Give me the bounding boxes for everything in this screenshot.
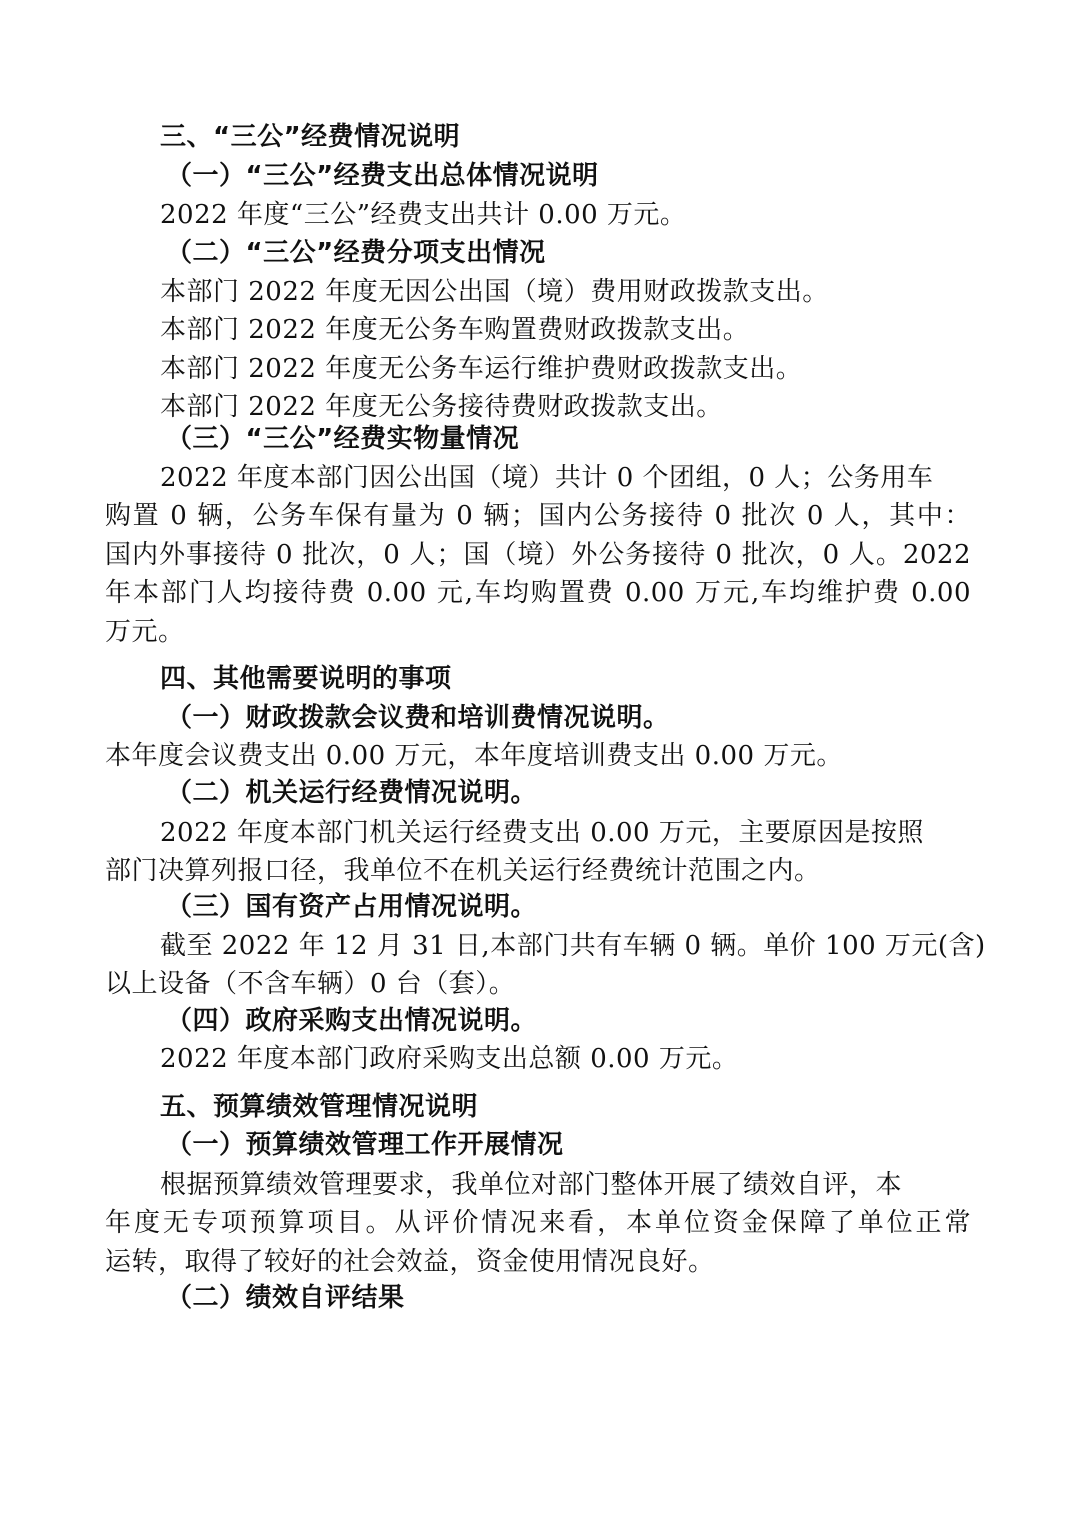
section-3-2-title: （二）“三公”经费分项支出情况	[166, 238, 546, 268]
section-3-3-line: 年本部门人均接待费 0.00 元,车均购置费 0.00 万元,车均维护费 0.00	[105, 578, 971, 608]
section-4-4-title: （四）政府采购支出情况说明。	[166, 1006, 538, 1036]
section-4-2-title: （二）机关运行经费情况说明。	[166, 778, 538, 808]
section-3-3-line: 购置 0 辆，公务车保有量为 0 辆；国内公务接待 0 批次 0 人，其中：	[105, 501, 971, 531]
section-3-3-line: 国内外事接待 0 批次，0 人；国（境）外公务接待 0 批次，0 人。2022	[105, 540, 971, 570]
section-3-3-title: （三）“三公”经费实物量情况	[166, 424, 520, 454]
section-4-1-text: 本年度会议费支出 0.00 万元，本年度培训费支出 0.00 万元。	[105, 741, 843, 771]
section-3-3-line: 2022 年度本部门因公出国（境）共计 0 个团组，0 人；公务用车	[160, 463, 934, 493]
section-3-3-line: 万元。	[105, 617, 185, 647]
section-4-4-text: 2022 年度本部门政府采购支出总额 0.00 万元。	[160, 1044, 739, 1074]
section-5-1-line: 年度无专项预算项目。从评价情况来看，本单位资金保障了单位正常	[105, 1208, 971, 1238]
section-4-3-line: 以上设备（不含车辆）0 台（套）。	[105, 969, 516, 999]
section-4-3-title: （三）国有资产占用情况说明。	[166, 892, 538, 922]
section-4-1-title: （一）财政拨款会议费和培训费情况说明。	[166, 703, 670, 733]
section-5-2-title: （二）绩效自评结果	[166, 1283, 405, 1313]
section-4-title: 四、其他需要说明的事项	[160, 664, 452, 694]
section-3-title: 三、“三公”经费情况说明	[160, 122, 461, 152]
section-5-title: 五、预算绩效管理情况说明	[160, 1092, 479, 1122]
section-5-1-title: （一）预算绩效管理工作开展情况	[166, 1130, 564, 1160]
section-3-2-line: 本部门 2022 年度无因公出国（境）费用财政拨款支出。	[160, 277, 829, 307]
section-4-2-line: 部门决算列报口径，我单位不在机关运行经费统计范围之内。	[105, 856, 821, 886]
section-5-1-line: 运转，取得了较好的社会效益，资金使用情况良好。	[105, 1247, 715, 1277]
section-5-1-line: 根据预算绩效管理要求，我单位对部门整体开展了绩效自评，本	[160, 1170, 903, 1200]
section-3-2-line: 本部门 2022 年度无公务车运行维护费财政拨款支出。	[160, 354, 803, 384]
section-3-2-line: 本部门 2022 年度无公务车购置费财政拨款支出。	[160, 315, 750, 345]
section-3-1-title: （一）“三公”经费支出总体情况说明	[166, 161, 599, 191]
section-3-1-text: 2022 年度“三公”经费支出共计 0.00 万元。	[160, 200, 687, 230]
section-4-3-line: 截至 2022 年 12 月 31 日,本部门共有车辆 0 辆。单价 100 万元(含)	[160, 931, 986, 961]
section-3-2-line: 本部门 2022 年度无公务接待费财政拨款支出。	[160, 392, 723, 422]
section-4-2-line: 2022 年度本部门机关运行经费支出 0.00 万元，主要原因是按照	[160, 818, 924, 848]
